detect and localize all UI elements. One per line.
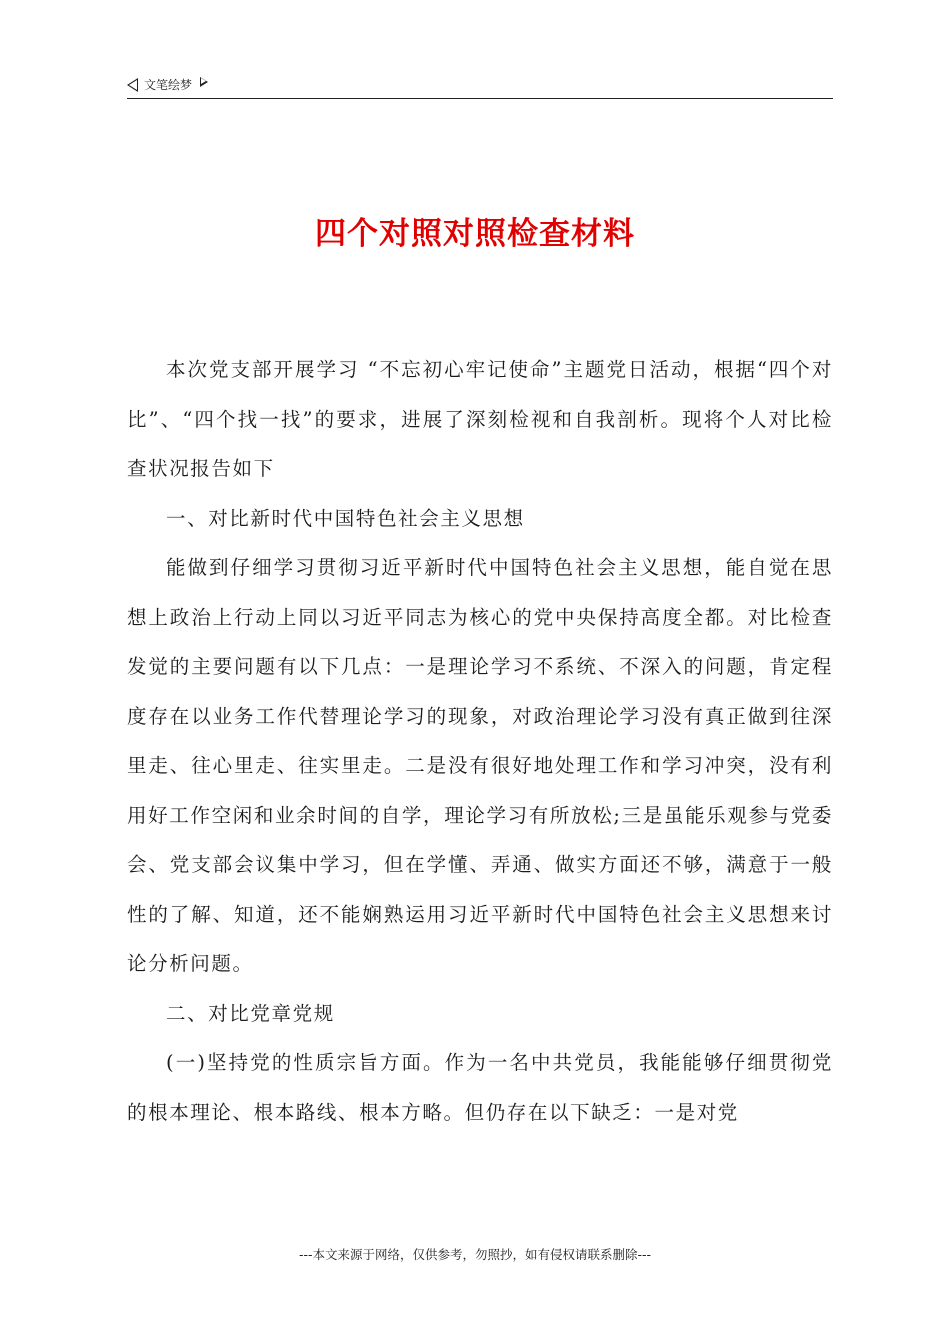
document-body bbox=[127, 345, 833, 1137]
section-heading-2: 二、对比党章党规 bbox=[166, 1001, 335, 1025]
section-heading-1: 一、对比新时代中国特色社会主义思想 bbox=[166, 506, 525, 530]
brand-name: 文笔绘梦 bbox=[144, 78, 193, 92]
paragraph-section-1: 能做到仔细学习贯彻习近平新时代中国特色社会主义思想，能自觉在思想上政治上行动上同以习近平同志为核心的党中央保持高度全都。对比检查发觉的主要问题有以下几点：一是理论学习不系统、不深入的问题，肯定程度存在以业务工作代替理论学习的现象，对政治理论学习没有真正做到往深里走、往心里走、往实里走。二是没有很好地处理工作和学习冲突，没有利用好工作空闲和业余时间的自学，理论学习有所放松;三是虽能乐观参与党委会、党支部会议集中学习，但在学懂、弄通、做实方面还不够，满意于一般性的了解、知道，还不能娴熟运用习近平新时代中国特色社会主义思想来讨论分析问题。 bbox=[127, 556, 833, 975]
footer-disclaimer: ---本文来源于网络，仅供参考，勿照抄，如有侵权请联系删除--- bbox=[298, 1247, 652, 1262]
triangle-right-icon bbox=[200, 77, 208, 87]
document-title: 四个对照对照检查材料 bbox=[315, 216, 635, 252]
page-header bbox=[127, 74, 833, 99]
header-brand bbox=[127, 76, 208, 93]
paragraph-section-2: (一)坚持党的性质宗旨方面。作为一名中共党员，我能能够仔细贯彻党的根本理论、根本路线、根本方略。但仍存在以下缺乏：一是对党 bbox=[127, 1051, 833, 1124]
paragraph-intro: 本次党支部开展学习 “不忘初心牢记使命”主题党日活动，根据“四个对比”、“四个找一找”的要求，进展了深刻检视和自我剖析。现将个人对比检查状况报告如下 bbox=[127, 358, 833, 480]
triangle-left-icon bbox=[127, 78, 138, 92]
